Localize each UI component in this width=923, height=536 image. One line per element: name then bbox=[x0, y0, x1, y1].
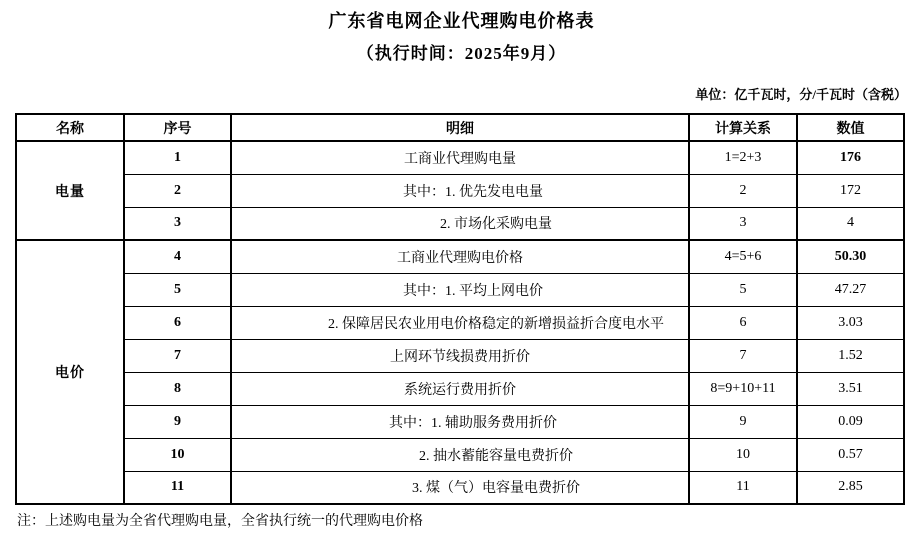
calc-relation-cell: 1=2+3 bbox=[689, 141, 797, 174]
table-row bbox=[16, 372, 904, 405]
page-title: 广东省电网企业代理购电价格表 bbox=[328, 11, 595, 31]
value-cell: 172 bbox=[797, 174, 904, 207]
price-table-header bbox=[16, 114, 904, 141]
value-cell: 0.57 bbox=[797, 438, 904, 471]
serial-cell: 7 bbox=[124, 339, 231, 372]
serial-cell: 2 bbox=[124, 174, 231, 207]
header-calc-relation: 计算关系 bbox=[689, 114, 797, 141]
detail-cell: 其中：1. 辅助服务费用折价 bbox=[231, 405, 689, 438]
value-cell: 4 bbox=[797, 207, 904, 240]
footer-note: 注：上述购电量为全省代理购电量，全省执行统一的代理购电价格 bbox=[17, 514, 423, 529]
calc-relation-cell: 4=5+6 bbox=[689, 240, 797, 273]
table-row bbox=[16, 339, 904, 372]
detail-cell: 工商业代理购电量 bbox=[231, 141, 689, 174]
price-table bbox=[15, 113, 905, 505]
value-cell: 0.09 bbox=[797, 405, 904, 438]
table-row bbox=[16, 405, 904, 438]
section-name-cell: 电量 bbox=[16, 141, 124, 240]
header-row bbox=[16, 114, 904, 141]
serial-cell: 9 bbox=[124, 405, 231, 438]
unit-note: 单位：亿千瓦时，分/千瓦时（含税） bbox=[695, 87, 907, 102]
serial-cell: 1 bbox=[124, 141, 231, 174]
header-serial: 序号 bbox=[124, 114, 231, 141]
table-row bbox=[16, 306, 904, 339]
calc-relation-cell: 6 bbox=[689, 306, 797, 339]
calc-relation-cell: 3 bbox=[689, 207, 797, 240]
calc-relation-cell: 2 bbox=[689, 174, 797, 207]
serial-cell: 8 bbox=[124, 372, 231, 405]
table-row bbox=[16, 438, 904, 471]
serial-cell: 10 bbox=[124, 438, 231, 471]
value-cell: 3.03 bbox=[797, 306, 904, 339]
table-row bbox=[16, 471, 904, 504]
detail-cell: 上网环节线损费用折价 bbox=[231, 339, 689, 372]
header-name: 名称 bbox=[16, 114, 124, 141]
header-detail: 明细 bbox=[231, 114, 689, 141]
detail-cell: 2. 保障居民农业用电价格稳定的新增损益折合度电水平 bbox=[231, 306, 689, 339]
calc-relation-cell: 9 bbox=[689, 405, 797, 438]
detail-cell: 工商业代理购电价格 bbox=[231, 240, 689, 273]
table-row bbox=[16, 207, 904, 240]
serial-cell: 11 bbox=[124, 471, 231, 504]
calc-relation-cell: 8=9+10+11 bbox=[689, 372, 797, 405]
serial-cell: 4 bbox=[124, 240, 231, 273]
table-row bbox=[16, 141, 904, 174]
section-name-cell: 电价 bbox=[16, 240, 124, 504]
detail-cell: 其中：1. 平均上网电价 bbox=[231, 273, 689, 306]
calc-relation-cell: 10 bbox=[689, 438, 797, 471]
calc-relation-cell: 5 bbox=[689, 273, 797, 306]
serial-cell: 6 bbox=[124, 306, 231, 339]
table-row bbox=[16, 273, 904, 306]
detail-cell: 3. 煤（气）电容量电费折价 bbox=[231, 471, 689, 504]
detail-cell: 其中：1. 优先发电电量 bbox=[231, 174, 689, 207]
serial-cell: 5 bbox=[124, 273, 231, 306]
calc-relation-cell: 7 bbox=[689, 339, 797, 372]
value-cell: 2.85 bbox=[797, 471, 904, 504]
detail-cell: 2. 抽水蓄能容量电费折价 bbox=[231, 438, 689, 471]
serial-cell: 3 bbox=[124, 207, 231, 240]
value-cell: 47.27 bbox=[797, 273, 904, 306]
value-cell: 176 bbox=[797, 141, 904, 174]
detail-cell: 系统运行费用折价 bbox=[231, 372, 689, 405]
detail-cell: 2. 市场化采购电量 bbox=[231, 207, 689, 240]
header-value: 数值 bbox=[797, 114, 904, 141]
value-cell: 1.52 bbox=[797, 339, 904, 372]
calc-relation-cell: 11 bbox=[689, 471, 797, 504]
price-table-body bbox=[16, 141, 904, 504]
value-cell: 3.51 bbox=[797, 372, 904, 405]
table-row bbox=[16, 240, 904, 273]
page-subtitle: （执行时间：2025年9月） bbox=[356, 44, 567, 63]
table-row bbox=[16, 174, 904, 207]
value-cell: 50.30 bbox=[797, 240, 904, 273]
